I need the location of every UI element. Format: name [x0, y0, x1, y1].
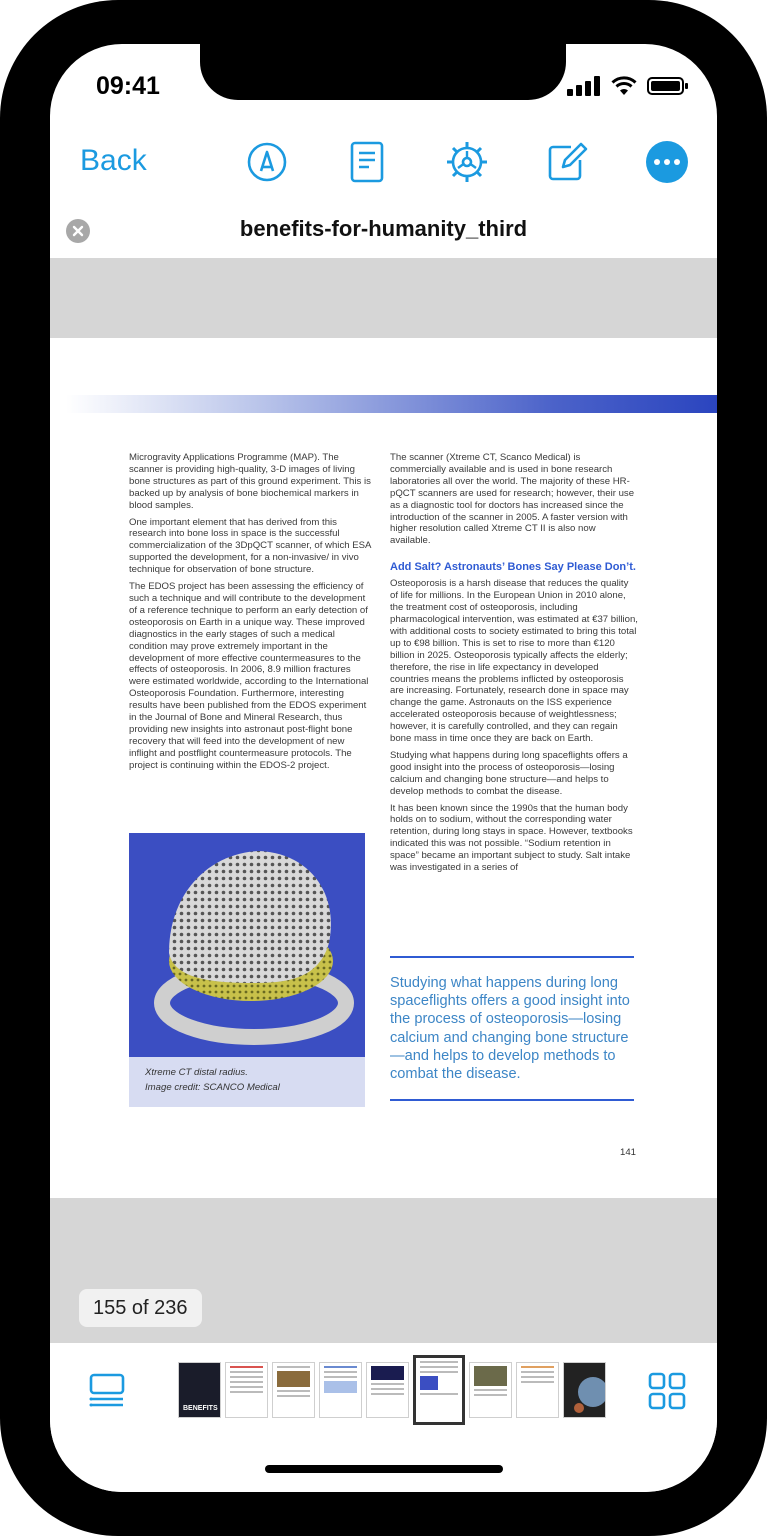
cellular-signal-icon — [567, 76, 601, 96]
edit-icon[interactable] — [545, 140, 589, 184]
thumbnail-page[interactable] — [563, 1362, 606, 1418]
pdf-page[interactable] — [50, 338, 717, 1198]
paragraph: Osteoporosis is a harsh disease that reduces the quality of life for millions. In the European Union in 2010 alone, the treatment cost of osteoporosis, including pharmacological intervention, was estimated at €37 billion, with additional costs to society estimated to bring this total up to €98 billion. This is set to rise to more than €120 billion in 2025. Osteoporosis typically affects the elderly; therefore, the rise in life expectancy in developed countries means the problems inflicted by osteoporosis are increasing. Fortunately, research done in space may change the game. Astronauts on the ISS experience accelerated osteoporosis because of weightlessness; however, it is carefully controlled, and they can regain bone mass in time once they are back on Earth. — [390, 578, 638, 745]
mute-switch — [0, 210, 6, 270]
home-indicator[interactable] — [265, 1465, 503, 1473]
volume-up-button — [0, 318, 6, 428]
page-counter: 155 of 236 — [79, 1289, 202, 1327]
wifi-icon — [611, 76, 637, 96]
paragraph: One important element that has derived from this research into bone loss in space is the successful commercialization of the 3DpQCT scanner, of which ESA supported the development, for a non-invasive/ in vivo technique for observation of bone structure. — [129, 516, 371, 576]
battery-icon — [647, 76, 689, 96]
list-view-icon[interactable] — [87, 1371, 127, 1411]
more-icon[interactable] — [644, 139, 690, 185]
gear-icon[interactable] — [445, 140, 489, 184]
text-column-left — [129, 452, 374, 777]
page-number: 141 — [620, 1147, 637, 1158]
pen-nib-icon[interactable] — [245, 140, 289, 184]
pull-quote: Studying what happens during long spaceflights offers a good insight into the process of osteoporosis—losing calcium and changing bone structure—and helps to develop methods to combat the disease. — [390, 956, 634, 1101]
bone-scan-image — [129, 833, 365, 1057]
thumbnail-cover[interactable]: BENEFITS — [178, 1362, 221, 1418]
paragraph: Studying what happens during long spaceflights offers a good insight into the process of osteoporosis—losing calcium and changing bone structure—and helps to develop methods to combat the disease. — [390, 749, 628, 797]
paragraph: Microgravity Applications Programme (MAP). The scanner is providing high-quality, 3-D images of living bone structures as part of this ground experiment. This is backed up by analysis of bone biochemical markers in blood samples. — [129, 452, 371, 511]
status-icons — [567, 76, 689, 96]
document-icon[interactable] — [345, 140, 389, 184]
paragraph: The EDOS project has been assessing the efficiency of such a technique and will contribute to the development of a reference technique to perform an early detection of osteoporosis on Earth in a unique way. These improved diagnostics in the early stages of such a medical condition may prove extremely important in the development of more effective countermeasures to the effects of osteoporosis. In 2006, 8.9 million fractures were estimated worldwide, according to the International Osteoporosis Foundation. Furthermore, interesting results have been published from the EDOS experiment in the Journal of Bone and Mineral Research, thus providing new insights into astronaut post-flight bone recovery that will feed into the development of new inflight and postflight countermeasure protocols. The project is continuing within the EDOS-2 project. — [129, 581, 369, 771]
paragraph: The scanner (Xtreme CT, Scanco Medical) is commercially available and is used in bone research laboratories all over the world. The majority of these HR-pQCT scanners are used for research; however, their use as a diagnostic tool for doctors has increased since the introduction of the scanner in 2005. A faster version with higher resolution called Xtreme CT II is also now available. — [390, 452, 635, 547]
paragraph: It has been known since the 1990s that the human body holds on to sodium, without the corresponding water retention, during long stays in space. However, textbooks indicated this was not possible. “Sodium retention in space” became an important subject to study. Salt intake was investigated in a series of — [390, 802, 633, 874]
thumbnail-strip — [178, 1361, 606, 1419]
thumbnail-page-selected[interactable] — [413, 1355, 465, 1425]
screen — [50, 44, 717, 1492]
document-viewer[interactable] — [50, 258, 717, 1343]
status-time: 09:41 — [96, 72, 160, 100]
back-button[interactable]: Back — [80, 144, 147, 177]
document-title: benefits-for-humanity_third — [239, 216, 528, 241]
thumbnail-page[interactable] — [319, 1362, 362, 1418]
figure — [129, 833, 365, 1107]
document-title-bar — [50, 210, 717, 254]
thumbnail-page[interactable] — [225, 1362, 268, 1418]
thumbnail-page[interactable] — [469, 1362, 512, 1418]
section-heading: Add Salt? Astronauts’ Bones Say Please Don’t. — [390, 561, 636, 574]
volume-down-button — [0, 458, 6, 568]
thumbnail-page[interactable] — [272, 1362, 315, 1418]
notch — [200, 44, 566, 100]
thumbnail-page[interactable] — [366, 1362, 409, 1418]
figure-caption: Xtreme CT distal radius. Image credit: SCANCO Medical — [145, 1067, 280, 1093]
text-column-right — [390, 452, 638, 879]
thumbnail-page[interactable] — [516, 1362, 559, 1418]
toolbar — [50, 140, 717, 194]
page-header-bar — [66, 395, 717, 413]
grid-view-icon[interactable] — [648, 1372, 686, 1410]
power-button — [761, 352, 767, 524]
